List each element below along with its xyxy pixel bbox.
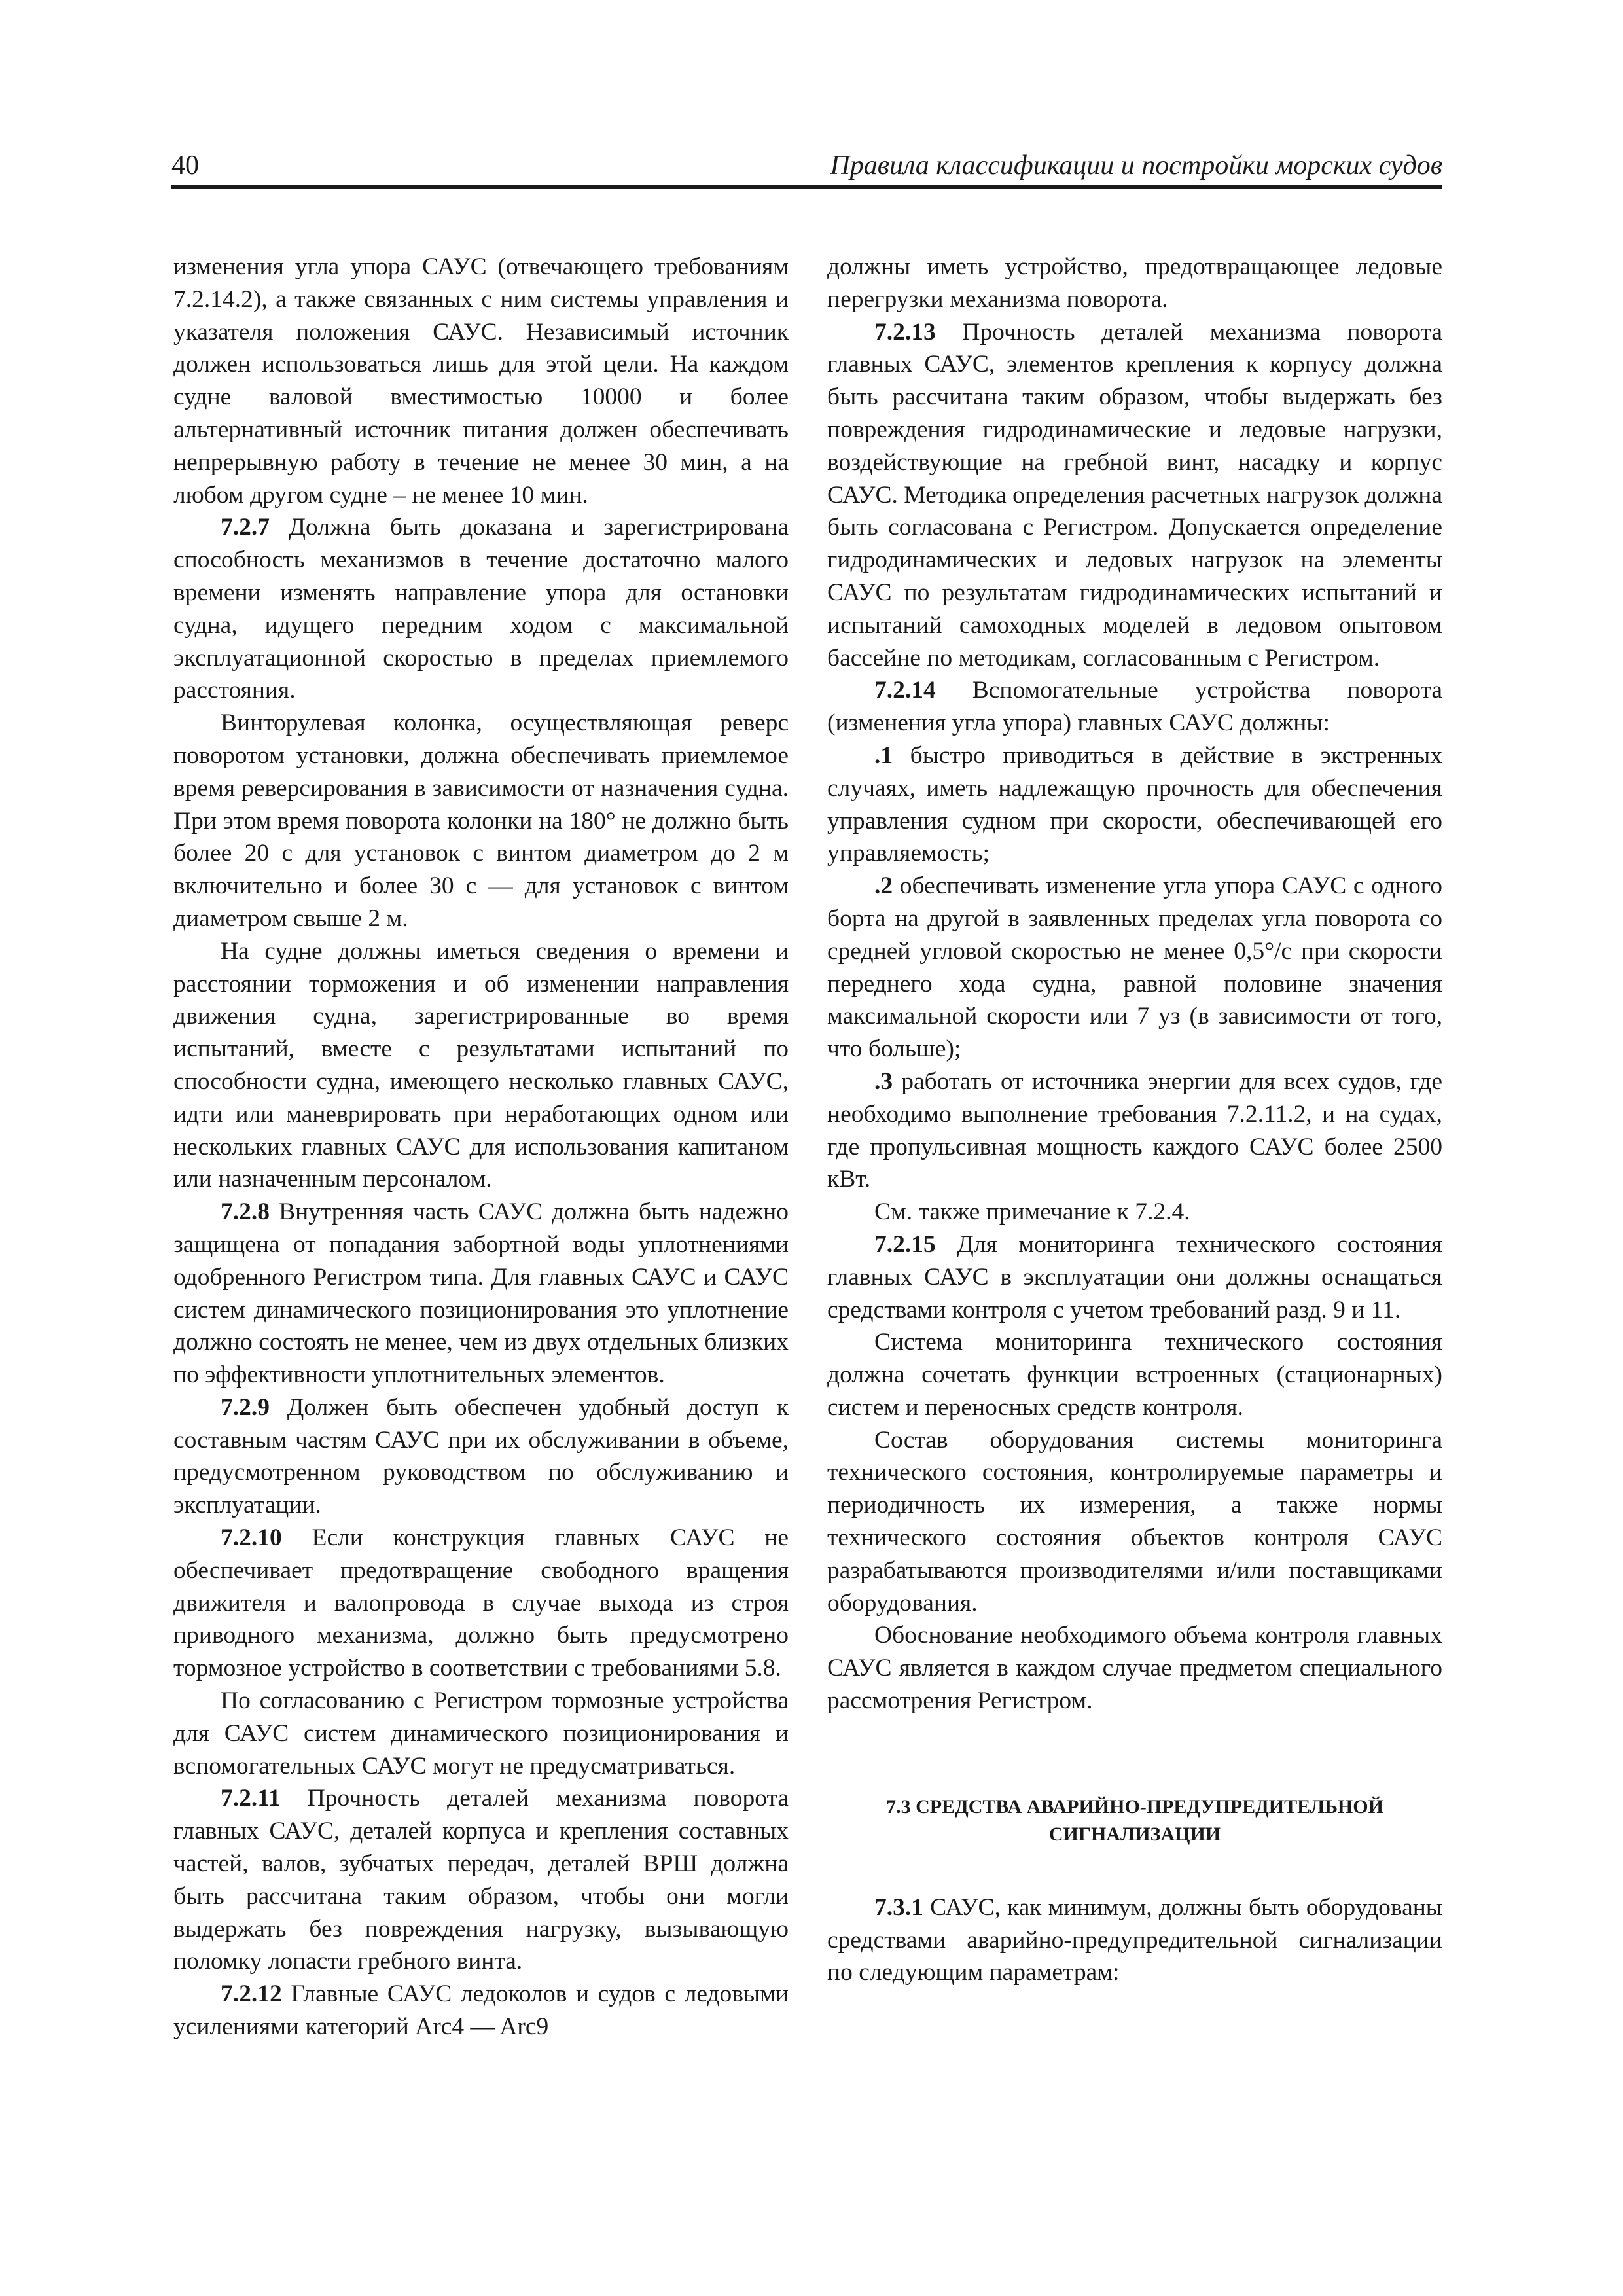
clause-number: 7.2.8 <box>221 1198 270 1226</box>
paragraph-text: Вспомогательные устройства поворота (изменения угла упора) главных САУС должны: <box>827 677 1442 737</box>
paragraph-text: должны иметь устройство, предотвращающее ледовые перегрузки механизма поворота. <box>827 253 1442 313</box>
clause-number: 7.2.15 <box>874 1230 936 1258</box>
paragraph <box>827 251 1442 316</box>
paragraph-text: Винторулевая колонка, осуществляющая реверс поворотом установки, должна обеспечивать приемлемое время реверсирования в зависимости от назначения судна. При этом время поворота колонки на 180° не должно быть более 20 с для установок с винтом диаметром до 2 м включительно и более 30 с — для установок с винтом диаметром свыше 2 м. <box>173 709 789 932</box>
paragraph <box>827 1196 1442 1229</box>
paragraph-text: На судне должны иметься сведения о времени и расстоянии торможения и об изменении направления движения судна, зарегистрированные во время испытаний, вместе с результатами испытаний по способности судна, имеющего несколько главных САУС, идти или маневрировать при неработающих одном или нескольких главных САУС для использования капитаном или назначенным персоналом. <box>173 937 789 1193</box>
list-item <box>827 870 1442 1066</box>
paragraph-text: Прочность деталей механизма поворота главных САУС, деталей корпуса и крепления составных частей, валов, зубчатых передач, деталей ВРШ должна быть рассчитана таким образом, чтобы они могли выдержать без повреждения нагрузку, вызывающую поломку лопасти гребного винта. <box>173 1785 789 1975</box>
paragraph-text: Обоснование необходимого объема контроля главных САУС является в каждом случае предметом специального рассмотрения Регистром. <box>827 1622 1442 1715</box>
paragraph <box>173 511 789 707</box>
list-item-number: .3 <box>874 1067 893 1095</box>
paragraph <box>827 1424 1442 1620</box>
clause-number: 7.2.11 <box>221 1785 281 1812</box>
paragraph <box>827 1892 1442 1989</box>
paragraph <box>827 316 1442 675</box>
clause-number: 7.2.9 <box>221 1393 270 1421</box>
left-column <box>173 251 789 2043</box>
paragraph-text: Для мониторинга технического состояния главных САУС в эксплуатации они должны оснащаться средствами контроля с учетом требований разд. 9 и 11. <box>827 1230 1442 1323</box>
paragraph-text: См. также примечание к 7.2.4. <box>874 1198 1190 1226</box>
page-header <box>171 134 1442 189</box>
paragraph-text: Должен быть обеспечен удобный доступ к составным частям САУС при их обслуживании в объеме, предусмотренном руководством по обслуживанию и эксплуатации. <box>173 1393 789 1519</box>
paragraph <box>173 1522 789 1685</box>
list-item-text: работать от источника энергии для всех судов, где необходимо выполнение требования 7.2.11.2, и на судах, где пропульсивная мощность каждого САУС более 2500 кВт. <box>827 1067 1442 1193</box>
paragraph <box>173 1391 789 1522</box>
paragraph-text: САУС, как минимум, должны быть оборудованы средствами аварийно-предупредительной сигнализации по следующим параметрам: <box>827 1893 1442 1986</box>
paragraph <box>173 707 789 935</box>
paragraph-text: Если конструкция главных САУС не обеспечивает предотвращение свободного вращения движителя и валопровода в случае выхода из строя приводного механизма, должно быть предусмотрено тормозное устройство в соответствии с требованиями 5.8. <box>173 1524 789 1682</box>
list-item <box>827 1066 1442 1196</box>
clause-number: 7.3.1 <box>874 1893 923 1921</box>
paragraph <box>827 1229 1442 1326</box>
paragraph <box>173 935 789 1196</box>
list-item-number: .1 <box>874 742 893 769</box>
paragraph-text: изменения угла упора САУС (отвечающего требованиям 7.2.14.2), а также связанных с ним системы управления и указателя положения САУС. Независимый источник должен использоваться лишь для этой цели. На каждом судне валовой вместимостью 10000 и более альтернативный источник питания должен обеспечивать непрерывную работу в течение не менее 30 мин, а на любом другом судне – не менее 10 мин. <box>173 253 789 509</box>
clause-number: 7.2.10 <box>221 1524 282 1552</box>
clause-number: 7.2.13 <box>874 318 936 346</box>
paragraph <box>827 1326 1442 1424</box>
paragraph <box>827 674 1442 740</box>
section-heading-line: 7.3 СРЕДСТВА АВАРИЙНО-ПРЕДУПРЕДИТЕЛЬНОЙ <box>886 1795 1383 1818</box>
right-column <box>827 251 1442 1989</box>
list-item-text: обеспечивать изменение угла упора САУС с одного борта на другой в заявленных пределах угла поворота со средней угловой скоростью не менее 0,5°/с при скорости переднего хода судна, равной половине значения максимальной скорости или 7 уз (в зависимости от того, что больше); <box>827 872 1442 1063</box>
paragraph <box>173 1685 789 1782</box>
clause-number: 7.2.7 <box>221 514 270 541</box>
paragraph-text: По согласованию с Регистром тормозные устройства для САУС систем динамического позиционирования и вспомогательных САУС могут не предусматриваться. <box>173 1687 789 1780</box>
list-item-text: быстро приводиться в действие в экстренных случаях, иметь надлежащую прочность для обеспечения управления судном при скорости, обеспечивающей его управляемость; <box>827 742 1442 867</box>
page-number: 40 <box>171 151 199 181</box>
clause-number: 7.2.12 <box>221 1981 282 2008</box>
section-heading-line: СИГНАЛИЗАЦИИ <box>1048 1823 1221 1845</box>
section-heading <box>827 1793 1442 1848</box>
paragraph-text: Должна быть доказана и зарегистрирована способность механизмов в течение достаточно малого времени изменять направление упора для остановки судна, идущего передним ходом с максимальной эксплуатационной скоростью в пределах приемлемого расстояния. <box>173 514 789 704</box>
paragraph <box>173 1782 789 1978</box>
clause-number: 7.2.14 <box>874 677 936 704</box>
paragraph <box>173 1978 789 2043</box>
paragraph <box>827 1619 1442 1717</box>
paragraph-text: Прочность деталей механизма поворота главных САУС, элементов крепления к корпусу должна быть рассчитана таким образом, чтобы выдержать без повреждения гидродинамические и ледовые нагрузки, воздействующие на гребной винт, насадку и корпус САУС. Методика определения расчетных нагрузок должна быть согласована с Регистром. Допускается определение гидродинамических и ледовых нагрузок на элементы САУС по результатам гидродинамических испытаний и испытаний самоходных моделей в ледовом опытовом бассейне по методикам, согласованным с Регистром. <box>827 318 1442 672</box>
paragraph <box>173 1196 789 1391</box>
paragraph-text: Система мониторинга технического состояния должна сочетать функции встроенных (стационарных) систем и переносных средств контроля. <box>827 1329 1442 1421</box>
running-title: Правила классификации и постройки морских судов <box>830 151 1442 181</box>
paragraph-text: Внутренняя часть САУС должна быть надежно защищена от попадания забортной воды уплотнениями одобренного Регистром типа. Для главных САУС и САУС систем динамического позиционирования это уплотнение должно состоять не менее, чем из двух отдельных близких по эффективности уплотнительных элементов. <box>173 1198 789 1389</box>
paragraph-text: Состав оборудования системы мониторинга технического состояния, контролируемые параметры и периодичность их измерения, а также нормы технического состояния объектов контроля САУС разрабатываются производителями и/или поставщиками оборудования. <box>827 1426 1442 1617</box>
list-item <box>827 740 1442 870</box>
list-item-number: .2 <box>874 872 893 900</box>
paragraph <box>173 251 789 511</box>
paragraph-text: Главные САУС ледоколов и судов с ледовыми усилениями категорий Arc4 — Arc9 <box>173 1981 789 2041</box>
